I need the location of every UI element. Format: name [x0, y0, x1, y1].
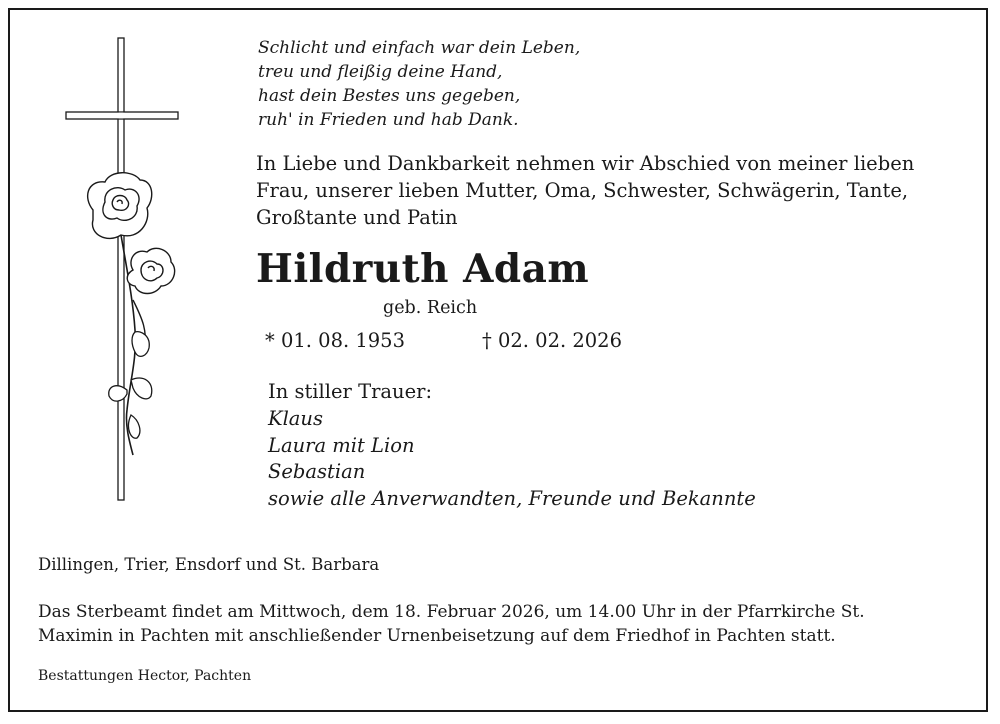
poem-line: treu und fleißig deine Hand, [258, 62, 503, 82]
cross-with-roses-icon [55, 30, 185, 505]
mourner-name: sowie alle Anverwandten, Freunde und Bekannte [268, 486, 756, 510]
funeral-info [38, 600, 865, 648]
funeral-info-line: Maximin in Pachten mit anschließender Urnenbeisetzung auf dem Friedhof in Pachten statt. [38, 626, 836, 646]
intro-line: Großtante und Patin [256, 206, 458, 229]
poem-line: ruh' in Frieden und hab Dank. [258, 110, 519, 130]
mourners-heading: In stiller Trauer: [268, 380, 433, 403]
place-line: Dillingen, Trier, Ensdorf und St. Barbara [38, 555, 380, 574]
birth-date: * 01. 08. 1953 [265, 329, 405, 352]
poem-line: hast dein Bestes uns gegeben, [258, 86, 521, 106]
mourners-list [268, 406, 756, 512]
mourner-name: Laura mit Lion [268, 433, 415, 457]
intro-line: Frau, unserer lieben Mutter, Oma, Schwester, Schwägerin, Tante, [256, 179, 909, 202]
funeral-info-line: Das Sterbeamt findet am Mittwoch, dem 18. Februar 2026, um 14.00 Uhr in der Pfarrkirche St. [38, 602, 865, 622]
mourner-name: Klaus [268, 407, 323, 430]
undertaker: Bestattungen Hector, Pachten [38, 668, 252, 684]
intro-line: In Liebe und Dankbarkeit nehmen wir Abschied von meiner lieben [256, 152, 915, 175]
intro-text [256, 150, 914, 231]
maiden-name: geb. Reich [383, 298, 478, 318]
mourner-name: Sebastian [268, 460, 366, 483]
poem [258, 36, 580, 132]
death-date: † 02. 02. 2026 [482, 329, 622, 352]
poem-line: Schlicht und einfach war dein Leben, [258, 38, 581, 58]
deceased-name: Hildruth Adam [256, 246, 590, 292]
